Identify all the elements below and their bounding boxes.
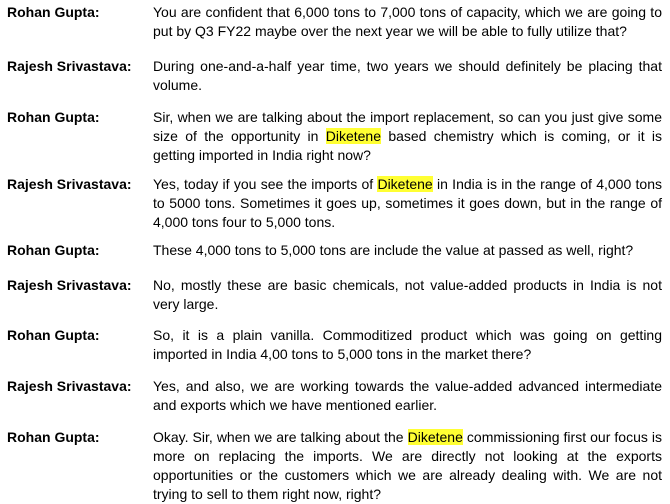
speech-segment: During one-and-a-half year time, two years we should definitely be placing that volume. (153, 58, 662, 93)
speech-text (153, 428, 662, 504)
speech-segment: Yes, today if you see the imports of (153, 176, 378, 192)
speech-text (153, 108, 662, 165)
speaker-name: Rohan Gupta: (7, 327, 100, 343)
speech-segment: So, it is a plain vanilla. Commoditized product which was going on getting imported in India 4,00 tons to 5,000 tons in the market there? (153, 327, 662, 362)
speech-segment: Okay. Sir, when we are talking about the (153, 429, 408, 445)
speech-segment: These 4,000 tons to 5,000 tons are include the value at passed as well, right? (153, 242, 634, 258)
highlighted-term: Diketene (325, 128, 382, 144)
speech-segment: Yes, and also, we are working towards the value-added advanced intermediate and exports which we have mentioned earlier. (153, 378, 662, 413)
speech-segment: Sir, when we are talking about the import replacement, so can you just give some size of the opportunity in (153, 109, 662, 144)
speech-segment: You are confident that 6,000 tons to 7,000 tons of capacity, which we are going to put by Q3 FY22 maybe over the next year we will be able to fully utilize that? (153, 4, 662, 39)
speaker-name: Rohan Gupta: (7, 4, 100, 20)
highlighted-term: Diketene (407, 429, 463, 445)
speech-segment: in India is in the range of 4,000 tons to 5000 tons. Sometimes it goes up, sometimes it goes down, but in the range of 4,000 tons four to 5,000 tons. (153, 176, 662, 230)
speech-segment: No, mostly these are basic chemicals, not value-added products in India is not very large. (153, 277, 662, 312)
speaker-name: Rajesh Srivastava: (7, 176, 132, 192)
speech-text (153, 241, 662, 260)
speaker-name: Rajesh Srivastava: (7, 277, 132, 293)
speech-text (153, 175, 662, 232)
speech-text (153, 326, 662, 364)
speaker-name: Rajesh Srivastava: (7, 378, 132, 394)
highlighted-term: Diketene (377, 176, 433, 192)
speaker-name: Rohan Gupta: (7, 109, 100, 125)
speaker-name: Rajesh Srivastava: (7, 58, 132, 74)
speech-text (153, 57, 662, 95)
speech-segment: commissioning first our focus is more on replacing the imports. We are directly not looking at the exports opportunities or the customers which we are already dealing with. We are not trying to sell to them right now, right? (153, 429, 662, 502)
speech-text (153, 3, 662, 41)
speech-segment: based chemistry which is coming, or it is getting imported in India right now? (153, 128, 663, 163)
speech-text (153, 377, 662, 415)
speaker-name: Rohan Gupta: (7, 242, 100, 258)
speaker-name: Rohan Gupta: (7, 429, 100, 445)
speech-text (153, 276, 662, 314)
